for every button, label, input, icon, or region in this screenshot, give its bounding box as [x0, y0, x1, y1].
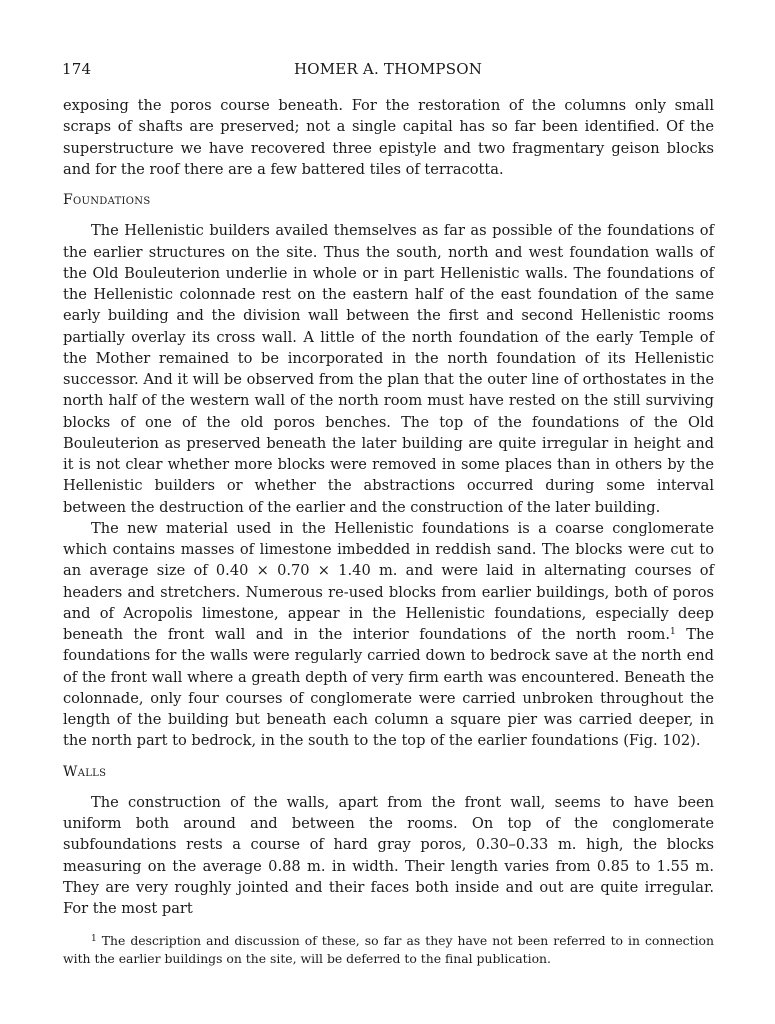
- paragraph-4: The construction of the walls, apart from the front wall, seems to have been uniform both around and between the rooms. On top of the conglomerate subfoundations rests a course of hard gray poros, 0.30–0.33 m. high, the blocks measuring on the average 0.88 m. in width. Their length varies from 0.85 to 1.55 m. They are very roughly jointed and their faces both inside and out are quite irregular. For the most part: [63, 793, 714, 917]
- paragraph-1: exposing the poros course beneath. For the restoration of the columns only small scraps of shafts are preserved; not a single capital has so far been identified. Of the superstructure we have recovered three epistyle and two fragmentary geison blocks and for the roof there are a few battered tiles of terracotta.: [63, 97, 714, 178]
- footnote: [63, 932, 714, 968]
- section-heading-foundations: Foundations: [63, 192, 151, 208]
- page-number: 174: [62, 60, 92, 78]
- paragraph-2: The Hellenistic builders availed themselves as far as possible of the foundations of the earlier structures on the site. Thus the south, north and west foundation walls of the Old Bouleuterion underlie in whole or in part Hellenistic walls. The foundations of the Hellenistic colonnade rest on the eastern half of the east foundation of the same early building and the division wall between the first and second Hellenistic rooms partially overlay its cross wall. A little of the north foundation of the early Temple of the Mother remained to be incorporated in the north foundation of its Hellenistic successor. And it will be observed from the plan that the outer line of orthostates in the north half of the western wall of the north room must have rested on the still surviving blocks of one of the old poros benches. The top of the foundations of the Old Bouleuterion as preserved beneath the later building are quite irregular in height and it is not clear whether more blocks were removed in some places than in others by the Hellenistic builders or whether the abstractions occurred during some interval between the destruction of the earlier and the construction of the later building.: [63, 222, 714, 516]
- running-head: [62, 60, 714, 82]
- body-text: [63, 95, 714, 919]
- footnote-number: 1: [91, 934, 97, 944]
- footnote-reference: 1: [669, 627, 676, 637]
- section-heading-walls: Walls: [63, 763, 107, 780]
- footnote-text: The description and discussion of these, so far as they have not been referred to in connection with the earlier buildings on the site, will be deferred to the final publication.: [63, 933, 714, 966]
- paragraph-3-part-2: The foundations for the walls were regularly carried down to bedrock save at the north end of the front wall where a greath depth of very firm earth was encountered. Beneath the colonnade, only four courses of conglomerate were carried unbroken throughout the length of the building but beneath each column a square pier was carried deeper, in the north part to bedrock, in the south to the top of the earlier foundations (Fig. 102).: [63, 626, 714, 750]
- running-title: HOMER A. THOMPSON: [293, 60, 483, 78]
- paragraph-3-part-1: The new material used in the Hellenistic foundations is a coarse conglomerate which contains masses of limestone imbedded in reddish sand. The blocks were cut to an average size of 0.40 × 0.70 × 1.40 m. and were laid in alternating courses of headers and stretchers. Numerous re-used blocks from earlier buildings, both of poros and of Acropolis limestone, appear in the Hellenistic foundations, especially deep beneath the front wall and in the interior foundations of the north room.: [63, 519, 714, 643]
- paragraph-3: [63, 518, 714, 752]
